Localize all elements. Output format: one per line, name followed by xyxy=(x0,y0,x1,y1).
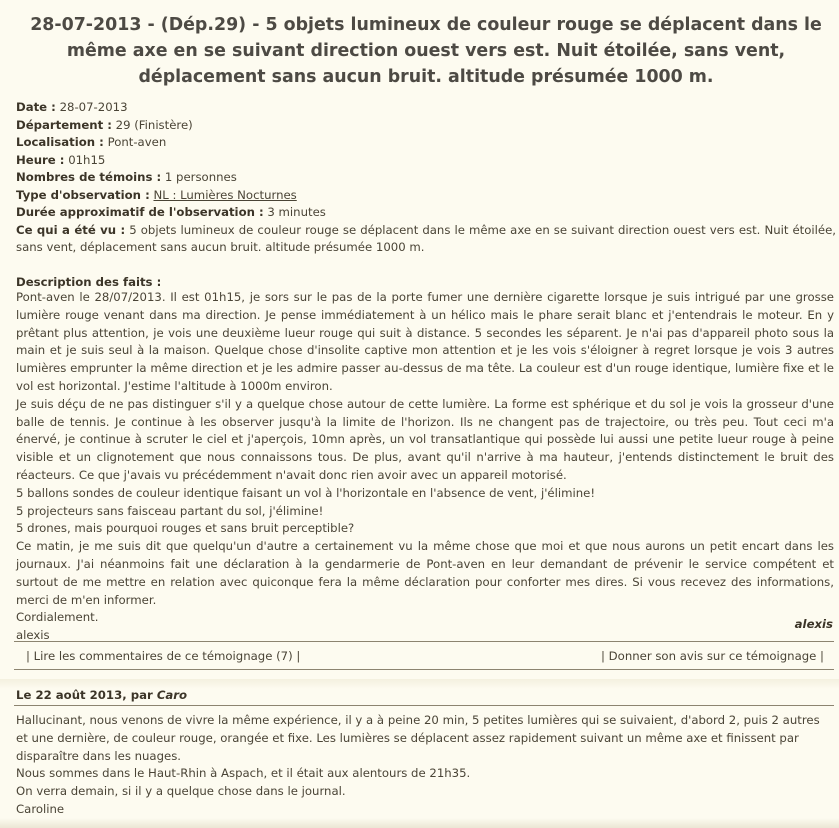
temoins-label: Nombres de témoins : xyxy=(16,170,162,184)
departement-value: 29 (Finistère) xyxy=(115,117,193,132)
report-title: 28-07-2013 - (Dép.29) - 5 objets lumineux de couleur rouge se déplacent dans le même axe en se suivant direction ouest vers est. Nuit étoilée, sans vent, déplacement sans aucun bruit. altitude présumée 1000 m. xyxy=(30,15,822,87)
localisation-label: Localisation : xyxy=(16,135,104,149)
departement-label: Département : xyxy=(16,117,112,132)
description-paragraph: 5 ballons sondes de couleur identique faisant un vol à l'horizontale en l'absence de vent, j'élimine! xyxy=(16,485,596,500)
field-ce-qui-a-ete-vu xyxy=(16,222,836,257)
comment-paragraph: Hallucinant, nous venons de vivre la même expérience, il y a à peine 20 min, 5 petites lumières qui se suivaient, d'abord 2, puis 2 autres et une dernière, de couleur rouge, orangée et fixe. Les lumières se déplacent assez rapidement suivant un même axe et finissent par disparaître dans les nuages. xyxy=(16,713,820,763)
description-paragraph: 5 projecteurs sans faisceau partant du sol, j'élimine! xyxy=(16,503,324,518)
duree-value: 3 minutes xyxy=(267,205,326,219)
description-body xyxy=(16,289,834,645)
field-temoins xyxy=(16,169,836,187)
temoins-value: 1 personnes xyxy=(164,170,237,184)
field-type-observation xyxy=(16,187,836,205)
comment-paragraph: On verra demain, si il y a quelque chose dans le journal. xyxy=(16,784,346,799)
divider-top xyxy=(14,641,834,642)
author-signature: alexis xyxy=(794,617,833,631)
description-paragraph: Pont-aven le 28/07/2013. Il est 01h15, je sors sur le pas de la porte fumer une dernière cigarette lorsque je suis intrigué par une grosse lumière rouge venant dans ma direction. Je pense immédiatement à un hélico mais le phare serait blanc et j'entendrais le moteur. En y prêtant plus attention, je vois une deuxième lueur rouge qui suit à distance. 5 secondes les séparent. Je n'ai pas d'appareil photo sous la main et je suis seul à la maison. Quelque chose d'insolite captive mon attention et je les vois s'éloigner à regret lorsque je vois 3 autres lumières emprunter la même direction et je les admire passer au-dessus de ma tête. La couleur est d'un rouge identique, lumière fixe et le vol est horizontal. J'estime l'altitude à 1000m environ. xyxy=(16,290,834,393)
description-paragraph: alexis xyxy=(16,628,50,643)
vu-label: Ce qui a été vu : xyxy=(16,222,126,237)
comment-author: Caro xyxy=(156,688,188,702)
type-observation-link[interactable]: NL : Lumières Nocturnes xyxy=(153,187,297,202)
field-localisation xyxy=(16,134,836,152)
field-date xyxy=(16,99,836,117)
comment-header xyxy=(16,687,187,704)
description-paragraph: Ce matin, je me suis dit que quelqu'un d'autre a certainement vu la même chose que moi et que nous aurons un petit encart dans les journaux. J'ai néanmoins fait une déclaration à la gendarmerie de Pont-aven en leur demandant de prévenir le service compétent et surtout de me mettre en relation avec quiconque fera la même déclaration pour conforter mes dires. Si vous recevez des informations, merci de m'en informer. xyxy=(16,539,834,607)
divider-bottom xyxy=(14,669,834,670)
give-opinion-link[interactable]: | Donner son avis sur ce témoignage | xyxy=(601,649,824,663)
duree-label: Durée approximatif de l'observation : xyxy=(16,205,264,219)
description-paragraph: Je suis déçu de ne pas distinguer s'il y a quelque chose autour de cette lumière. La forme est sphérique et du sol je vois la grosseur d'une balle de tennis. Je continue à les observer jusqu'à la limite de l'horizon. Ils ne changent pas de trajectoire, ou très peu. Tout ceci m'a énervé, je continue à scruter le ciel et j'aperçois, 10mn après, un vol transatlantique qui possède lui aussi une petite lueur rouge à peine visible et un clignotement que nous connaissons tous. De plus, avant qu'il n'arrive à ma hauteur, j'entends distinctement le bruit des réacteurs. Ce que j'avais vu précédemment n'avait donc rien avoir avec un appareil motorisé. xyxy=(16,396,834,482)
comment-paragraph: Nous sommes dans le Haut-Rhin à Aspach, et il était aux alentours de 21h35. xyxy=(16,766,471,781)
field-duree xyxy=(16,204,836,222)
comment-body xyxy=(16,712,834,819)
bottom-separator xyxy=(0,818,839,828)
type-label: Type d'observation : xyxy=(16,187,150,202)
date-value: 28-07-2013 xyxy=(59,100,128,114)
localisation-value: Pont-aven xyxy=(107,135,167,149)
comment-divider xyxy=(14,705,834,706)
comment-date: Le 22 août 2013, par xyxy=(16,688,153,702)
date-label: Date : xyxy=(16,100,56,114)
description-heading: Description des faits : xyxy=(16,275,162,289)
report-metadata xyxy=(16,99,836,257)
field-heure xyxy=(16,152,836,170)
read-comments-link[interactable]: | Lire les commentaires de ce témoignage (7) | xyxy=(26,649,301,663)
heure-label: Heure : xyxy=(16,152,65,167)
vu-value: 5 objets lumineux de couleur rouge se déplacent dans le même axe en se suivant direction ouest vers est. Nuit étoilée, sans vent, déplacement sans aucun bruit. altitude présumée 1000 m. xyxy=(16,222,837,254)
description-paragraph: Cordialement. xyxy=(16,610,99,625)
field-departement xyxy=(16,117,836,135)
heure-value: 01h15 xyxy=(68,152,106,167)
description-paragraph: 5 drones, mais pourquoi rouges et sans bruit perceptible? xyxy=(16,521,355,536)
comment-paragraph: Caroline xyxy=(16,801,65,816)
